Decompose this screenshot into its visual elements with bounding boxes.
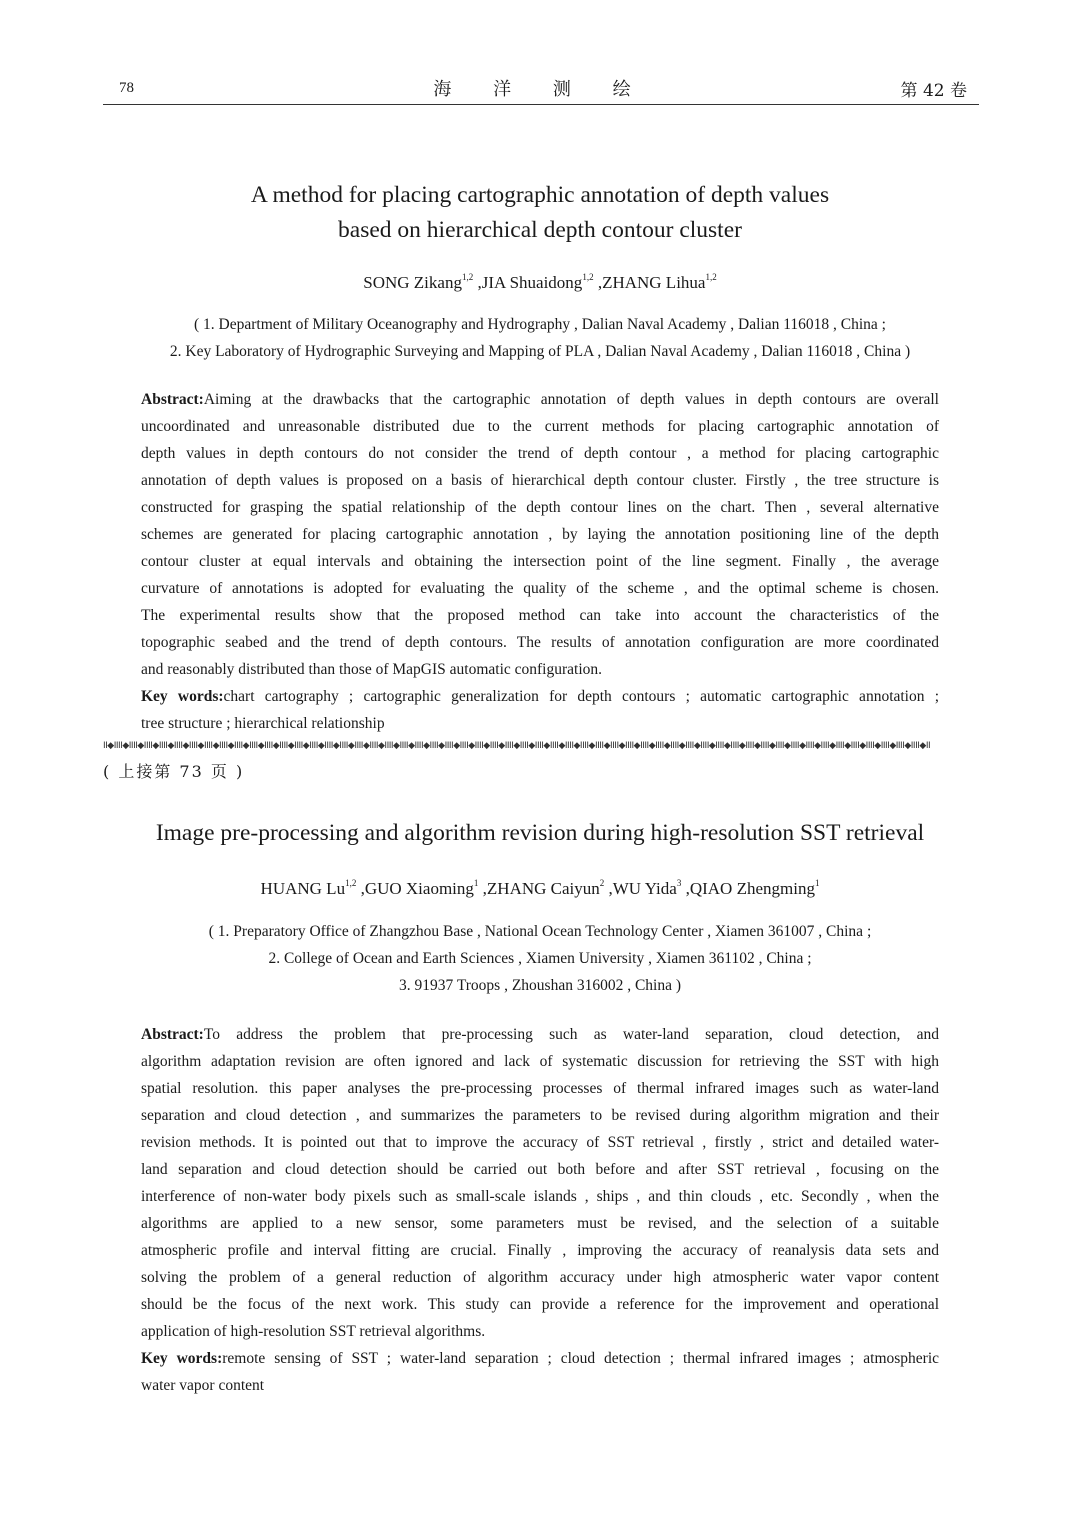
author-sep: , <box>593 273 603 292</box>
abstract-line: solving the problem of a general reduction of algorithm accuracy under high atmospheric water vapor content <box>141 1269 939 1286</box>
author-name: HUANG Lu <box>260 879 346 898</box>
author-affil-sup: 1,2 <box>705 272 717 282</box>
author-name: ZHANG Caiyun <box>486 879 600 898</box>
abstract-line: interference of non-water body pixels such as small-scale islands , ships , and thin clouds , etc. Secondly , when the <box>141 1188 939 1205</box>
abstract-line: uncoordinated and unreasonable distributed due to the current methods for placing cartographic annotation of <box>141 418 939 435</box>
author-name: QIAO Zhengming <box>689 879 815 898</box>
abstract-line: curvature of annotations is adopted for evaluating the quality of the scheme , and the optimal scheme is chosen. <box>141 580 939 597</box>
article1-title-line1: A method for placing cartographic annotation of depth values <box>250 182 830 208</box>
keywords-label: Key words: <box>141 688 224 705</box>
author-affil-sup: 3 <box>676 878 682 888</box>
abstract-line: land separation and cloud detection should be carried out both before and after SST retrieval , focusing on the <box>141 1161 939 1178</box>
abstract-line: The experimental results show that the proposed method can take into account the characteristics of the <box>141 607 939 624</box>
author-sep: , <box>681 879 690 898</box>
keywords-label: Key words: <box>141 1350 223 1367</box>
keywords-line: remote sensing of SST ; water-land separation ; cloud detection ; thermal infrared images ; atmospheric <box>222 1350 940 1367</box>
keywords-line: tree structure ; hierarchical relationship <box>141 715 385 732</box>
author-affil-sup: 1 <box>814 878 820 888</box>
article1-abstract <box>141 386 939 737</box>
abstract-line: Aiming at the drawbacks that the cartographic annotation of depth values in depth contours are overall <box>203 391 939 408</box>
author-affil-sup: 1 <box>473 878 479 888</box>
affiliation-line: ( 1. Preparatory Office of Zhangzhou Base , National Ocean Technology Center , Xiamen 361007 , China ; <box>208 923 872 940</box>
abstract-line: depth values in depth contours do not consider the trend of depth contour , a method for placing cartographic <box>141 445 939 462</box>
article2-abstract <box>141 1021 939 1399</box>
ornamental-divider: II◆IIII◆IIII◆IIII◆IIII◆IIII◆IIII◆IIII◆IIII◆IIII◆IIII◆IIII◆IIII◆IIII◆IIII◆IIII◆IIII◆IIII◆IIII◆IIII◆IIII◆IIII◆IIII◆IIII◆IIII◆IIII◆IIII◆IIII◆IIII◆IIII◆IIII◆IIII◆IIII◆IIII◆IIII◆IIII◆IIII◆IIII◆IIII◆IIII◆IIII◆IIII◆IIII◆IIII◆IIII◆IIII◆IIII◆IIII◆IIII◆IIII◆IIII◆IIII◆IIII◆IIII◆IIII◆II <box>103 741 931 751</box>
author-affil-sup: 1,2 <box>582 272 594 282</box>
author-name: JIA Shuaidong <box>481 273 583 292</box>
keywords-line: water vapor content <box>141 1377 265 1394</box>
keywords-line: chart cartography ; cartographic generalization for depth contours ; automatic cartographic annotation ; <box>223 688 939 705</box>
article2-affiliations <box>0 918 1080 999</box>
abstract-line: application of high-resolution SST retrieval algorithms. <box>141 1323 486 1340</box>
abstract-label: Abstract: <box>141 391 204 408</box>
affiliation-line: ( 1. Department of Military Oceanography and Hydrography , Dalian Naval Academy , Dalian 116018 , China ; <box>194 316 886 333</box>
article1-affiliations <box>0 311 1080 365</box>
author-sep: , <box>604 879 613 898</box>
abstract-line: topographic seabed and the trend of depth contours. The results of annotation configuration are more coordinated <box>141 634 939 651</box>
abstract-line: constructed for grasping the spatial relationship of the depth contour lines on the chart. Then , several alternative <box>141 499 939 516</box>
abstract-line: annotation of depth values is proposed on a basis of hierarchical depth contour cluster. Firstly , the tree structure is <box>141 472 939 489</box>
abstract-line: revision methods. It is pointed out that to improve the accuracy of SST retrieval , firstly , strict and detailed water- <box>141 1134 939 1151</box>
affiliation-line: 2. College of Ocean and Earth Sciences , Xiamen University , Xiamen 361102 , China ; <box>268 950 812 967</box>
author-affil-sup: 1,2 <box>345 878 357 888</box>
running-header <box>103 74 979 105</box>
abstract-line: and reasonably distributed than those of MapGIS automatic configuration. <box>141 661 603 678</box>
journal-name: 海 洋 测 绘 <box>433 79 649 100</box>
author-name: WU Yida <box>612 879 677 898</box>
abstract-line: schemes are generated for placing cartographic annotation , by laying the annotation positioning line of the depth <box>141 526 939 543</box>
abstract-line: contour cluster at equal intervals and obtaining the intersection point of the line segment. Finally , the average <box>141 553 939 570</box>
abstract-line: algorithms are applied to a new sensor, some parameters must be revised, and the selection of a suitable <box>141 1215 939 1232</box>
author-affil-sup: 1,2 <box>461 272 474 282</box>
author-name: ZHANG Lihua <box>602 273 706 292</box>
continued-from-note: ( 上接第 73 页 ) <box>103 762 245 781</box>
page-number: 78 <box>119 80 134 96</box>
author-name: GUO Xiaoming <box>364 879 474 898</box>
author-sep: , <box>473 273 482 292</box>
author-name: SONG Zikang <box>363 273 462 292</box>
author-sep: , <box>478 879 487 898</box>
abstract-line: atmospheric profile and interval fitting are crucial. Finally , improving the accuracy of reanalysis data sets and <box>141 1242 939 1259</box>
affiliation-line: 3. 91937 Troops , Zhoushan 316002 , China ) <box>398 977 682 994</box>
article1-title <box>0 178 1080 248</box>
article2-authors <box>0 878 1080 899</box>
article2-title: Image pre-processing and algorithm revision during high-resolution SST retrieval <box>155 820 925 846</box>
abstract-line: should be the focus of the next work. This study can provide a reference for the improvement and operational <box>141 1296 939 1313</box>
volume-number: 第 42 卷 <box>900 81 967 101</box>
abstract-line: algorithm adaptation revision are often ignored and lack of systematic discussion for retrieving the SST with high <box>141 1053 939 1070</box>
article1-title-line2: based on hierarchical depth contour cluster <box>338 217 742 243</box>
abstract-line: separation and cloud detection , and summarizes the parameters to be revised during algorithm migration and their <box>141 1107 939 1124</box>
affiliation-line: 2. Key Laboratory of Hydrographic Surveying and Mapping of PLA , Dalian Naval Academy , Dalian 116018 , China ) <box>169 343 911 360</box>
author-affil-sup: 2 <box>599 878 605 888</box>
abstract-label: Abstract: <box>141 1026 204 1043</box>
author-sep: , <box>356 879 365 898</box>
abstract-line: spatial resolution. this paper analyses the pre-processing processes of thermal infrared images such as water-land <box>141 1080 939 1097</box>
abstract-line: To address the problem that pre-processing such as water-land separation, cloud detection, and <box>203 1026 939 1043</box>
article1-authors <box>0 272 1080 293</box>
